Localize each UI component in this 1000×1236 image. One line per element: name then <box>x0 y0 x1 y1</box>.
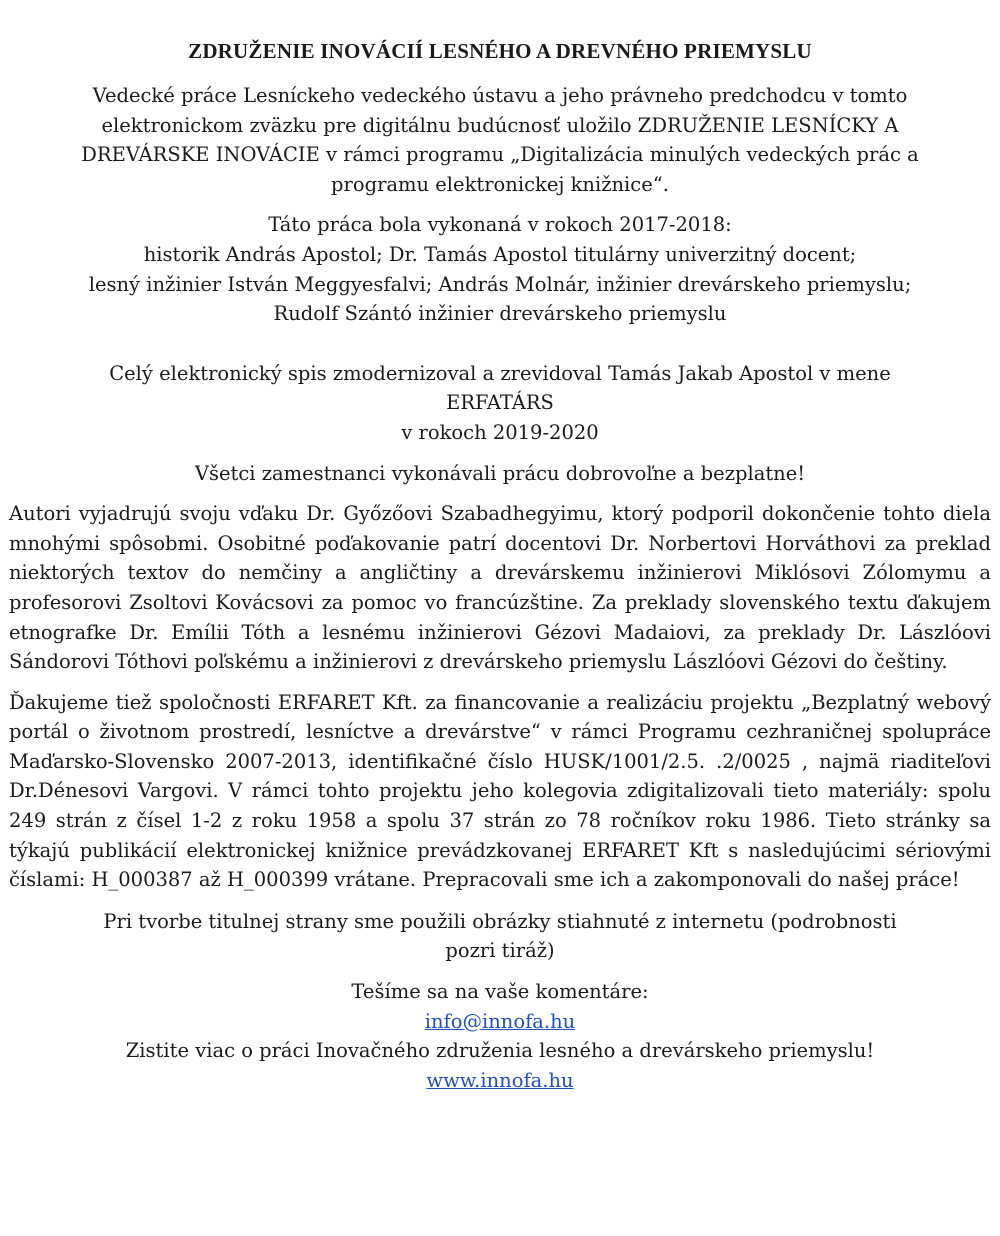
spacer <box>9 199 991 210</box>
intro-line: elektronickom zväzku pre digitálnu budúcnosť uložilo ZDRUŽENIE LESNÍCKY A <box>101 113 899 137</box>
funding-paragraph: Ďakujeme tiež spoločnosti ERFARET Kft. za financovanie a realizáciu projektu „Bezplatný webový portál o životnom prostredí, lesníctve a drevárstve“ v rámci Programu cezhraničnej spolupráce Maďarsko-Slovensko 2007-2013, identifikačné číslo HUSK/1001/2.5. .2/0025 , najmä riaditeľovi Dr.Dénesovi Vargovi. V rámci tohto projektu jeho kolegovia zdigitalizovali tieto materiály: spolu 249 strán z čísel 1-2 z roku 1958 a spolu 37 strán zo 78 ročníkov roku 1986. Tieto stránky sa týkajú publikácií elektronickej knižnice prevádzkovanej ERFARET Kft s nasledujúcimi sériovými číslami: H_000387 až H_000399 vrátane. Prepracovali sme ich a zakomponovali do našej práce! <box>9 690 991 892</box>
revision-paragraph <box>9 359 991 448</box>
work-line: lesný inžinier István Meggyesfalvi; András Molnár, inžinier drevárskeho priemyslu; <box>88 272 912 296</box>
work-line: Táto práca bola vykonaná v rokoch 2017-2018: <box>268 213 732 237</box>
work-line: historik András Apostol; Dr. Tamás Apostol titulárny univerzitný docent; <box>143 242 857 266</box>
intro-line: Vedecké práce Lesníckeho vedeckého ústavu a jeho právneho predchodcu v tomto <box>92 84 908 107</box>
intro-paragraph <box>9 81 991 199</box>
revision-line: Celý elektronický spis zmodernizoval a zrevidoval Tamás Jakab Apostol v mene <box>109 361 891 385</box>
work-line: Rudolf Szántó inžinier drevárskeho priemyslu <box>273 302 727 326</box>
cover-line: pozri tiráž) <box>445 939 555 963</box>
website-link[interactable]: www.innofa.hu <box>426 1068 574 1092</box>
more-info-line: Zistite viac o práci Inovačného združenia lesného a drevárskeho priemyslu! <box>125 1039 875 1063</box>
work-paragraph <box>9 210 991 328</box>
spacer <box>9 488 991 499</box>
thanks-paragraph: Autori vyjadrujú svoju vďaku Dr. Győzőovi Szabadhegyimu, ktorý podporil dokončenie tohto diela mnohými spôsobmi. Osobitné poďakovanie patrí docentovi Dr. Norbertovi Horváthovi za preklad niektorých textov do nemčiny a angličtiny a drevárskemu inžinierovi Miklósovi Zólomymu a profesorovi Zsoltovi Kovácsovi za pomoc vo francúzštine. Za preklady slovenského textu ďakujem etnografke Dr. Emílii Tóth a lesnému inžinierovi Gézovi Madaiovi, za preklady Dr. Lászlóovi Sándorovi Tóthovi poľskému a inžinierovi z drevárskeho priemyslu Lászlóovi Gézovi do češtiny. <box>9 502 991 674</box>
intro-line: DREVÁRSKE INOVÁCIE v rámci programu „Digitalizácia minulých vedeckých prác a <box>81 143 919 167</box>
cover-paragraph <box>9 907 991 966</box>
contact-block <box>9 977 991 1095</box>
document-title: ZDRUŽENIE INOVÁCIÍ LESNÉHO A DREVNÉHO PRIEMYSLU <box>188 39 812 63</box>
email-link[interactable]: info@innofa.hu <box>424 1009 576 1033</box>
spacer <box>9 448 991 459</box>
spacer <box>9 895 991 907</box>
revision-line: ERFATÁRS <box>446 391 554 415</box>
spacer <box>9 329 991 359</box>
intro-line: programu elektronickej knižnice“. <box>331 172 669 196</box>
spacer <box>9 966 991 977</box>
revision-line: v rokoch 2019-2020 <box>401 420 599 444</box>
spacer <box>9 677 991 688</box>
cover-line: Pri tvorbe titulnej strany sme použili obrázky stiahnuté z internetu (podrobnosti <box>103 909 897 933</box>
comments-line: Tešíme sa na vaše komentáre: <box>351 980 649 1004</box>
volunteer-line: Všetci zamestnanci vykonávali prácu dobrovoľne a bezplatne! <box>194 461 806 485</box>
